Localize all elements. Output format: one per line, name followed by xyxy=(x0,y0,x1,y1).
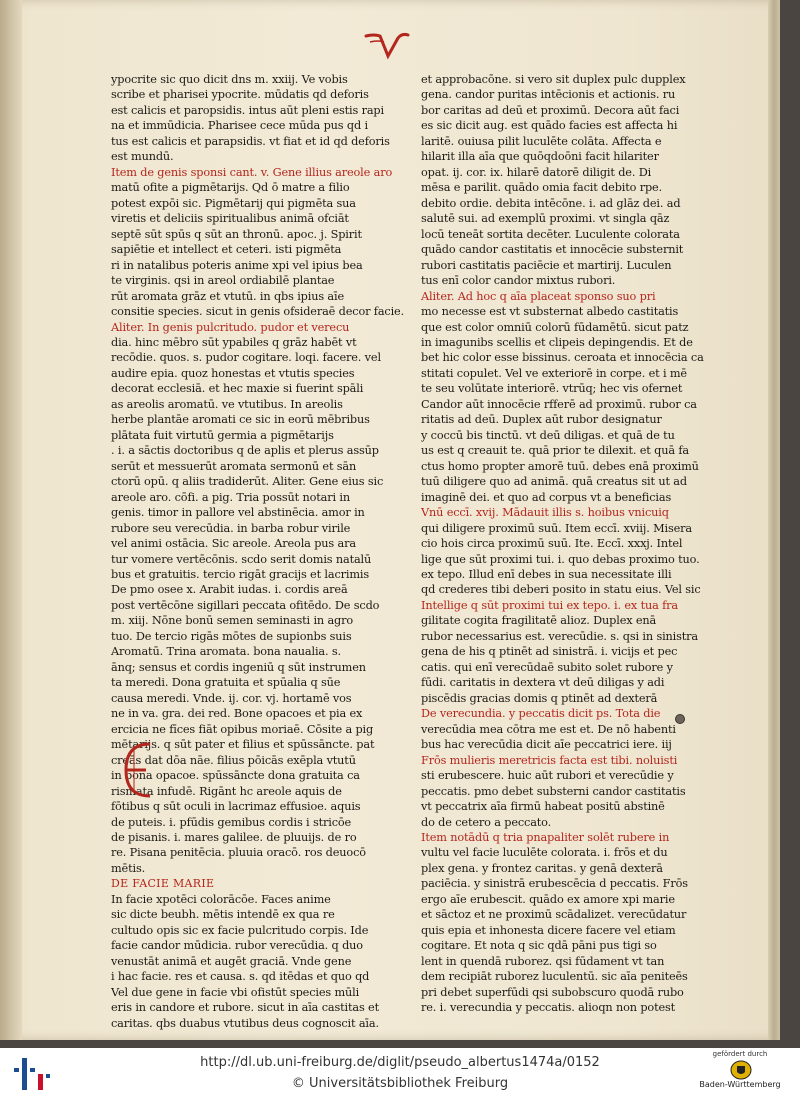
text-line: gilitate cogita fragilitatē alioz. Duplex enā xyxy=(421,614,657,628)
text-line: et sāctoz et ne proximū scādalizet. verecūdatur xyxy=(421,908,687,922)
text-line: ānq; sensus et cordis ingeniū q sūt instrumen xyxy=(111,660,366,674)
text-line: m. xiij. Nōne bonū semen seminasti in agro xyxy=(111,614,354,628)
text-line: plex gena. y frontez caritas. y genā dexterā xyxy=(421,861,663,875)
text-line: re. Pisana penitēcia. pluuia oracō. ros deuocō xyxy=(111,846,366,860)
text-line: creās dat dōa nāe. filius pōicās exēpla vtutū xyxy=(111,753,356,767)
text-line: quādo candor castitatis et innocēcie substernit xyxy=(421,243,684,257)
text-line: rubor necessarius est. verecūdie. s. qsi in sinistra xyxy=(421,629,699,643)
text-line: rubore seu verecūdia. in barba robur virile xyxy=(111,521,351,535)
text-line: lent in quendā ruborez. qsi fūdament vt tan xyxy=(421,954,665,968)
text-line: opat. ij. cor. ix. hilarē datorē diligit de. Di xyxy=(421,165,652,179)
text-line: sic dicte beubh. mētis intendē ex qua re xyxy=(111,908,335,922)
text-line: . i. a sāctis doctoribus q de aplis et plerus assūp xyxy=(111,444,379,458)
text-line: debito ordie. debita intēcōne. i. ad glāz dei. ad xyxy=(421,196,681,210)
sponsor-block[interactable] xyxy=(692,1050,788,1098)
text-line: catis. qui enī verecūdaē subito solet rubore y xyxy=(421,660,673,674)
text-line: ri in natalibus poteris anime xpi vel ipius bea xyxy=(111,258,363,272)
text-line: sapiētie et intellect et ceteri. isti pigmēta xyxy=(111,243,342,257)
text-line: De verecundia. y peccatis dicit ps. Tota die xyxy=(421,707,661,721)
text-line: DE FACIE MARIE xyxy=(111,877,215,891)
text-line: Aromatū. Trina aromata. bona naualia. s. xyxy=(111,645,341,659)
text-line: matū ofite a pigmētarijs. Qd ō matre a filio xyxy=(111,181,350,195)
text-line: i hac facie. res et causa. s. qd itēdas et quo qd xyxy=(111,970,370,984)
text-line: potest expōi sic. Pigmētarij qui pigmēta sua xyxy=(111,196,356,210)
text-line: vt peccatrix aīa firmū habeat positū abstinē xyxy=(421,800,665,814)
text-line: Item de genis sponsi cant. v. Gene illius areole aro xyxy=(111,165,393,179)
text-line: verecūdia mea cōtra me est et. De nō habenti xyxy=(421,722,676,736)
text-line: ne in va. gra. dei red. Bone opacoes et pia ex xyxy=(111,707,363,721)
sponsor-name: Baden-Württemberg xyxy=(699,1080,781,1089)
text-line: dia. hinc mēbro sūt ypabiles q grāz habēt vt xyxy=(111,335,357,349)
text-line: recōdie. quos. s. pudor cogitare. loqi. facere. vel xyxy=(111,351,381,365)
text-line: areole aro. cōfi. a pig. Tria possūt notari in xyxy=(111,490,350,504)
text-line: mētis. xyxy=(111,861,146,875)
text-line: re. i. verecundia y peccatis. alioqn non potest xyxy=(421,1001,676,1015)
text-line: bor caritas ad deū et proximū. Decora aūt faci xyxy=(421,103,680,117)
text-line: de pisanis. i. mares galilee. de pluuijs. de ro xyxy=(111,830,357,844)
text-line: De pmo osee x. Arabit iudas. i. cordis areā xyxy=(111,583,348,597)
text-line: tus enī color candor mixtus rubori. xyxy=(421,274,616,288)
text-line: bus et gratuitis. tercio rigāt gracijs et lacrimis xyxy=(111,568,370,581)
text-line: facie candor mūdicia. rubor verecūdia. q duo xyxy=(111,939,363,953)
text-line: ex tepo. Illud enī debes in sua necessitate illi xyxy=(421,568,672,581)
text-line: qd crederes tibi deberi posito in statu eius. Vel sic xyxy=(421,583,701,597)
text-line: stitati copulet. Vel ve exteriorē in corpe. et i mē xyxy=(421,366,687,380)
text-line: imaginē dei. et quo ad corpus vt a beneficias xyxy=(421,490,672,504)
text-line: Aliter. In genis pulcritudo. pudor et verecu xyxy=(111,320,350,334)
text-line: qui diligere proximū suū. Item eccī. xviij. Misera xyxy=(421,521,692,535)
text-line: serūt et messuerūt aromata sermonū et sān xyxy=(111,459,357,473)
text-line: tur vomere vertēcōnis. scdo serit domis natalū xyxy=(111,552,372,566)
text-line: na et immūdicia. Pharisee cece mūda pus qd i xyxy=(111,119,368,133)
text-line: rubori castitatis paciēcie et martirij. Luculen xyxy=(421,258,672,272)
copyright-text: © Universitätsbibliothek Freiburg xyxy=(291,1076,509,1091)
text-line: laritē. ouiusa pilit luculēte colāta. Affecta e xyxy=(421,134,662,148)
text-line: rūt aromata grāz et vtutū. in qbs ipius aīe xyxy=(111,289,345,303)
text-line: quis epia et inhonesta dicere facere vel etiam xyxy=(421,923,676,937)
text-line: do de cetero a peccato. xyxy=(421,815,552,829)
text-line: bus hac verecūdia dicit aīe peccatrici iere. iij xyxy=(421,738,672,752)
text-line: ctorū opū. q aliis tradiderūt. Aliter. Gene eius sic xyxy=(111,475,384,489)
text-line: Frōs mulieris meretricis facta est tibi. noluisti xyxy=(421,753,678,767)
text-line: in bona opacoe. spūssāncte dona gratuita ca xyxy=(111,769,360,783)
text-line: venustāt animā et augēt graciā. Vnde gene xyxy=(111,954,352,968)
text-line: te virginis. qsi in areol ordiabilē plantae xyxy=(111,274,335,288)
text-line: post vertēcōne sigillari peccata ofitēdo. De scdo xyxy=(111,598,380,612)
text-line: locū teneāt sortita decēter. Luculente colorata xyxy=(421,227,680,241)
text-line: ercicia ne fīces fiāt opibus moriaē. Cōsite a pig xyxy=(111,722,374,736)
text-line: est calicis et paropsidis. intus aūt pleni estis rapi xyxy=(111,103,384,117)
text-line: decorat ecclesiā. et hec maxie si fuerint spāli xyxy=(111,382,364,396)
text-line: scribe et pharisei ypocrite. mūdatis qd deforis xyxy=(111,88,369,102)
text-line: vel animi ostācia. Sic areole. Areola pus ara xyxy=(111,537,356,551)
text-line: tuū diligere quo ad animā. quā creatus sit ut ad xyxy=(421,475,687,489)
text-line: paciēcia. y sinistrā erubescēcia d peccatis. Frōs xyxy=(421,877,688,891)
text-line: ypocrite sic quo dicit dns m. xxiij. Ve vobis xyxy=(111,73,348,86)
initial-letter-e xyxy=(120,740,158,800)
text-line: gena. candor puritas intēcionis et actionis. ru xyxy=(421,88,676,102)
text-line: peccatis. pmo debet substerni candor castitatis xyxy=(421,784,686,798)
text-line: Aliter. Ad hoc q aīa placeat sponso suo pri xyxy=(421,289,656,303)
text-column-left xyxy=(111,72,405,1031)
text-line: cogitare. Et nota q sic qdā pāni pus tigi so xyxy=(421,939,657,953)
text-line: genis. timor in pallore vel abstinēcia. amor in xyxy=(111,506,365,520)
page-edge xyxy=(768,0,780,1040)
text-line: es sic dicit aug. est quādo facies est affecta hi xyxy=(421,119,678,133)
text-line: causa meredi. Vnde. ij. cor. vj. hortamē vos xyxy=(111,691,352,705)
text-line: herbe plantāe aromati ce sic in eorū mēbribus xyxy=(111,413,370,427)
text-line: cultudo opis sic ex facie pulcritudo corpis. Ide xyxy=(111,923,369,937)
text-line: Vel due gene in facie vbi ofistūt species mūli xyxy=(111,985,360,999)
text-line: in imagunibs scellis et clipeis depingendis. Et de xyxy=(421,335,693,349)
text-line: plātata fuit virtutū germia a pigmētarijs xyxy=(111,428,334,442)
text-line: In facie xpotēci colorācōe. Faces anime xyxy=(111,892,331,906)
text-line: cio hois circa proximū suū. Ite. Eccī. xxxj. Intel xyxy=(421,537,683,551)
text-line: fūdi. caritatis in dextera vt deū diligas y adi xyxy=(421,676,665,690)
text-line: eris in candore et rubore. sicut in aīa castitas et xyxy=(111,1001,379,1015)
text-line: Intellige q sūt proximi tui ex tepo. i. ex tua fra xyxy=(421,598,678,612)
text-line: ta meredi. Dona gratuita et spūalia q sūe xyxy=(111,676,341,690)
text-column-right xyxy=(421,72,704,1016)
text-line: que est color omniū colorū fūdamētū. sicut patz xyxy=(421,320,689,334)
text-line: piscēdis gracias domis q ptinēt ad dexterā xyxy=(421,691,658,705)
text-line: y coccū bis tinctū. vt deū diligas. et quā de tu xyxy=(421,428,675,442)
text-line: de puteis. i. pfūdis gemibus cordis i stricōe xyxy=(111,815,352,829)
text-line: et approbacōne. si vero sit duplex pulc dupplex xyxy=(421,73,686,86)
text-line: bet hic color esse bissinus. ceroata et innocēcia ca xyxy=(421,351,704,365)
text-line: gena de his q ptinēt ad sinistrā. i. vicijs et pec xyxy=(421,645,678,659)
text-line: septē sūt spūs q sūt an thronū. apoc. j. Spirit xyxy=(111,227,362,241)
page-url-link[interactable]: http://dl.ub.uni-freiburg.de/diglit/pseudo_albertus1474a/0152 xyxy=(200,1055,600,1070)
signature-mark-v xyxy=(364,30,410,60)
text-line: Vnū eccī. xvij. Mādauit illis s. hoibus vnicuiq xyxy=(421,506,669,520)
text-line: te seu volūtate interiorē. vtrūq; hec vis ofernet xyxy=(421,382,683,396)
text-line: est mundū. xyxy=(111,150,174,164)
text-line: tus est calicis et parapsidis. vt fiat et id qd deforis xyxy=(111,134,390,148)
text-line: mo necesse est vt substernat albedo castitatis xyxy=(421,305,679,319)
text-line: fōtibus q sūt oculi in lacrimaz effusioe. aquis xyxy=(111,800,361,814)
text-line: ergo aīe erubescit. quādo ex amore xpi marie xyxy=(421,892,675,906)
paper-hole xyxy=(675,714,685,724)
bw-crest-icon xyxy=(730,1060,752,1080)
sponsor-label: gefördert durch xyxy=(712,1050,768,1058)
text-line: tuo. De tercio rigās mōtes de supionbs suis xyxy=(111,629,352,643)
text-line: mēsa e parilit. quādo omia facit debito rpe. xyxy=(421,181,663,195)
page-gutter xyxy=(0,0,22,1040)
text-line: ritatis ad deū. Duplex aūt rubor designatur xyxy=(421,413,662,427)
viewer-footer xyxy=(0,1048,800,1099)
text-line: Candor aūt innocēcie rfferē ad proximū. rubor ca xyxy=(421,397,697,411)
text-line: caritas. qbs duabus vtutibus deus cognoscit aīa. xyxy=(111,1016,379,1030)
text-line: consitie species. sicut in genis ofsideraē decor facie. xyxy=(111,305,405,319)
text-line: ctus homo propter amorē tuū. debes enā proximū xyxy=(421,459,699,473)
text-line: Item notādū q tria pnapaliter solēt rubere in xyxy=(421,830,670,844)
text-line: hilarit illa aīa que quōqdoōni facit hilariter xyxy=(421,150,659,164)
text-line: viretis et deliciis spiritualibus animā ofciāt xyxy=(111,212,349,226)
text-line: us est q creauit te. quā prior te dilexit. et quā fa xyxy=(421,444,689,458)
text-line: audire epia. quoz honestas et vtutis species xyxy=(111,366,355,380)
text-line: pri debet superfūdi qsi subobscuro quodā rubo xyxy=(421,985,684,999)
text-line: lige que sūt proximi tui. i. quo debas proximo tuo. xyxy=(421,552,700,566)
text-line: dem recipiāt ruborez luculentū. sic aīa peniteēs xyxy=(421,970,688,984)
text-line: as areolis aromatū. ve vtutibus. In areolis xyxy=(111,397,343,411)
text-line: rismata infudē. Rigānt hc areole aquis de xyxy=(111,784,342,798)
text-line: salutē sui. ad exemplū proximi. vt singla qāz xyxy=(421,212,670,226)
text-line: mētarijs. q sūt pater et filius et spūssāncte. pat xyxy=(111,738,375,752)
text-line: sti erubescere. huic aūt rubori et verecūdie y xyxy=(421,769,674,783)
text-line: vultu vel facie luculēte colorata. i. frōs et du xyxy=(421,846,668,860)
